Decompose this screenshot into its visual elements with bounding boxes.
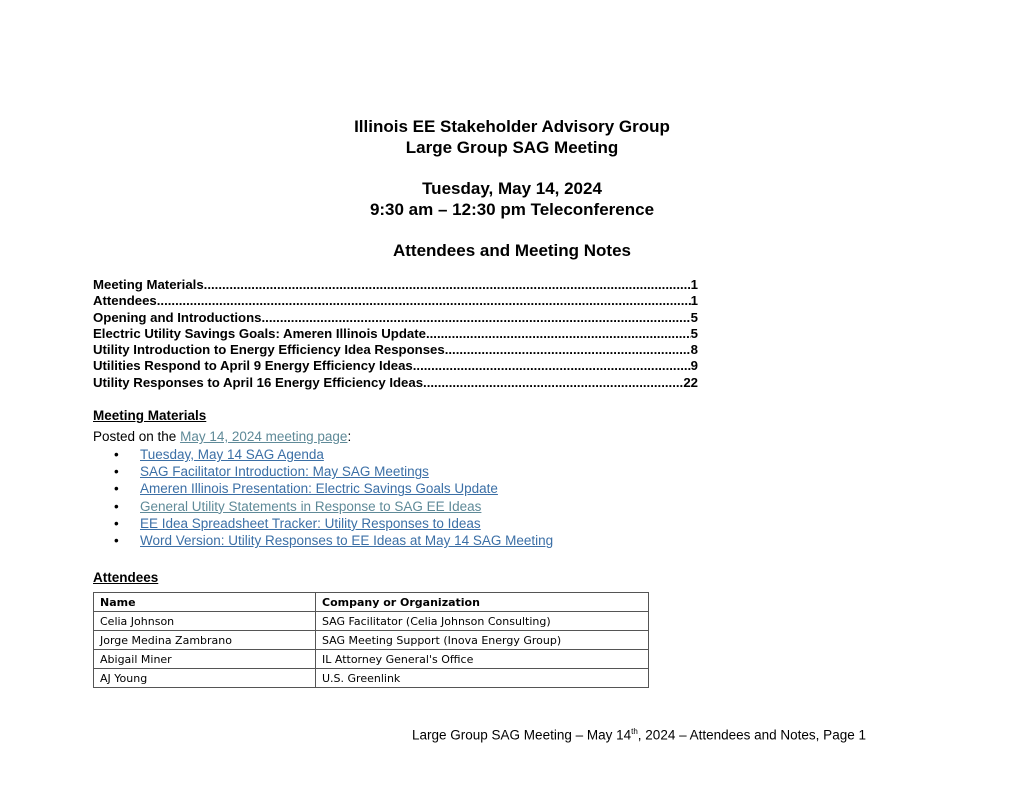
attendees-table (93, 592, 649, 688)
toc-page: 1 (690, 277, 698, 292)
toc-entry[interactable] (93, 310, 698, 326)
toc-leader (204, 277, 691, 293)
meeting-title: Large Group SAG Meeting (405, 138, 619, 157)
toc-leader (413, 358, 691, 374)
toc-leader (426, 326, 691, 342)
date-block (0, 178, 1024, 220)
toc-label: Utility Responses to April 16 Energy Efficiency Ideas (93, 374, 424, 390)
attendee-organization: U.S. Greenlink (316, 669, 649, 688)
meeting-time: 9:30 am – 12:30 pm Teleconference (369, 200, 655, 219)
document-subtitle: Attendees and Meeting Notes (392, 241, 632, 260)
posted-line (93, 429, 351, 444)
table-row (94, 669, 649, 688)
spreadsheet-tracker-link[interactable]: EE Idea Spreadsheet Tracker: Utility Responses to Ideas (140, 515, 481, 531)
meeting-materials-heading: Meeting Materials (93, 408, 207, 423)
posted-suffix: : (347, 429, 352, 444)
toc-page: 8 (690, 342, 698, 358)
attendee-name: AJ Young (94, 669, 316, 688)
toc-entry[interactable] (93, 375, 698, 391)
table-row (94, 631, 649, 650)
meeting-date: Tuesday, May 14, 2024 (422, 179, 602, 198)
word-version-link[interactable]: Word Version: Utility Responses to EE Ideas at May 14 SAG Meeting (140, 533, 554, 549)
list-item (93, 480, 553, 497)
toc-entry[interactable] (93, 358, 698, 374)
toc-page: 1 (690, 293, 698, 309)
toc-entry[interactable] (93, 277, 698, 293)
list-item (93, 532, 553, 549)
toc-leader (445, 342, 691, 358)
list-item (93, 463, 553, 480)
column-header-organization: Company or Organization (316, 593, 649, 612)
toc-page: 5 (690, 309, 698, 325)
attendee-name: Abigail Miner (94, 650, 316, 669)
toc-label: Opening and Introductions (93, 309, 262, 325)
list-item (93, 498, 553, 515)
footer-superscript: th (631, 727, 638, 736)
meeting-page-link[interactable]: May 14, 2024 meeting page (180, 429, 348, 444)
toc-label: Utilities Respond to April 9 Energy Efficiency Ideas (93, 358, 413, 374)
attendee-organization: IL Attorney General's Office (316, 650, 649, 669)
attendee-name: Jorge Medina Zambrano (94, 631, 316, 650)
table-row (94, 612, 649, 631)
toc-page: 9 (690, 358, 698, 374)
table-row (94, 650, 649, 669)
toc-page: 5 (690, 325, 698, 341)
table-header-row (94, 593, 649, 612)
page-footer (412, 727, 866, 743)
facilitator-intro-link[interactable]: SAG Facilitator Introduction: May SAG Meetings (140, 464, 429, 480)
footer-prefix: Large Group SAG Meeting – May 14 (412, 727, 632, 743)
toc-label: Attendees (93, 293, 157, 309)
materials-list (93, 446, 553, 549)
toc-entry[interactable] (93, 326, 698, 342)
attendees-heading: Attendees (93, 570, 159, 585)
toc-label: Electric Utility Savings Goals: Ameren Illinois Update (93, 325, 426, 341)
agenda-link[interactable]: Tuesday, May 14 SAG Agenda (140, 447, 324, 462)
footer-suffix: , 2024 – Attendees and Notes, Page 1 (637, 727, 866, 743)
list-item (93, 515, 553, 532)
column-header-name: Name (94, 593, 316, 612)
list-item (93, 446, 553, 463)
utility-statements-link[interactable]: General Utility Statements in Response to SAG EE Ideas (140, 498, 482, 514)
ameren-presentation-link[interactable]: Ameren Illinois Presentation: Electric Savings Goals Update (140, 481, 498, 497)
toc-leader (157, 293, 691, 309)
attendee-name: Celia Johnson (94, 612, 316, 631)
toc-entry[interactable] (93, 342, 698, 358)
attendee-organization: SAG Facilitator (Celia Johnson Consulting) (316, 612, 649, 631)
toc-leader (423, 375, 683, 391)
org-title: Illinois EE Stakeholder Advisory Group (354, 117, 670, 136)
toc-entry[interactable] (93, 293, 698, 309)
attendee-organization: SAG Meeting Support (Inova Energy Group) (316, 631, 649, 650)
toc-label: Meeting Materials (93, 277, 204, 292)
table-of-contents (93, 277, 698, 391)
toc-label: Utility Introduction to Energy Efficiency Idea Responses (93, 342, 445, 358)
title-block (0, 116, 1024, 158)
toc-page: 22 (683, 374, 698, 390)
posted-prefix: Posted on the (93, 429, 181, 444)
toc-leader (262, 310, 691, 326)
